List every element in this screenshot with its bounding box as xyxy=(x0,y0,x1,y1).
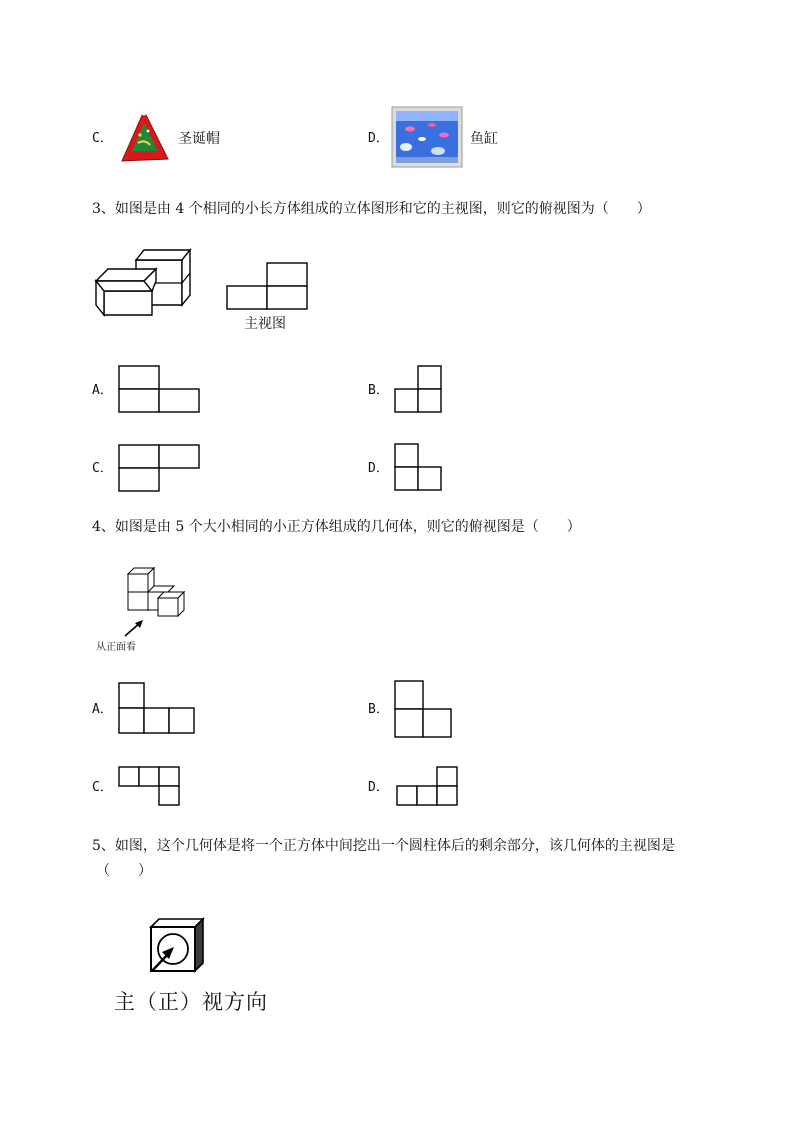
q4-option-b-figure[interactable] xyxy=(394,680,454,738)
question-5-text: 5、如图，这个几何体是将一个正方体中间挖出一个圆柱体后的剩余部分，该几何体的主视图是 xyxy=(92,838,675,854)
q3-option-b-letter[interactable]: B． xyxy=(368,383,389,398)
q5-view-arrow-icon xyxy=(148,944,178,974)
q4-option-c-figure[interactable] xyxy=(118,766,186,808)
q4-option-b-letter[interactable]: B． xyxy=(368,702,389,717)
question-5-answer-blank: （ ） xyxy=(96,863,152,879)
q3-main-view-caption: 主视图 xyxy=(244,316,286,332)
q4-option-d-letter[interactable]: D． xyxy=(368,780,389,795)
q3-solid-figure xyxy=(94,247,190,319)
q4-option-a-figure[interactable] xyxy=(118,682,198,734)
q3-option-a-figure[interactable] xyxy=(118,365,202,413)
q3-option-c-figure[interactable] xyxy=(118,444,202,492)
q4-view-arrow-icon xyxy=(122,618,146,638)
option-d-label: 鱼缸 xyxy=(470,131,498,147)
q3-option-b-figure[interactable] xyxy=(395,365,443,413)
q3-option-d-letter[interactable]: D． xyxy=(368,461,389,476)
option-c-label: 圣诞帽 xyxy=(178,131,220,147)
q4-option-d-figure[interactable] xyxy=(396,766,462,808)
question-4-text: 4、如图是由 5 个大小相同的小正方体组成的几何体，则它的俯视图是（ ） xyxy=(92,519,581,535)
q4-view-caption: 从正面看 xyxy=(96,642,136,653)
q3-main-view xyxy=(227,262,309,310)
question-3-text: 3、如图是由 4 个相同的小长方体组成的立体图形和它的主视图，则它的俯视图为（ ） xyxy=(92,201,651,217)
q3-option-c-letter[interactable]: C． xyxy=(92,461,113,476)
q3-option-d-figure[interactable] xyxy=(395,443,443,491)
option-c-letter: C． xyxy=(92,131,113,146)
q5-view-caption: 主（正）视方向 xyxy=(114,990,268,1014)
q4-solid-figure xyxy=(124,566,192,620)
fish-tank-image xyxy=(392,107,462,167)
christmas-hat-image xyxy=(118,109,170,163)
q3-option-a-letter[interactable]: A． xyxy=(92,383,113,398)
q4-option-a-letter[interactable]: A． xyxy=(92,702,113,717)
q4-option-c-letter[interactable]: C． xyxy=(92,780,113,795)
option-d-letter: D． xyxy=(368,131,389,146)
